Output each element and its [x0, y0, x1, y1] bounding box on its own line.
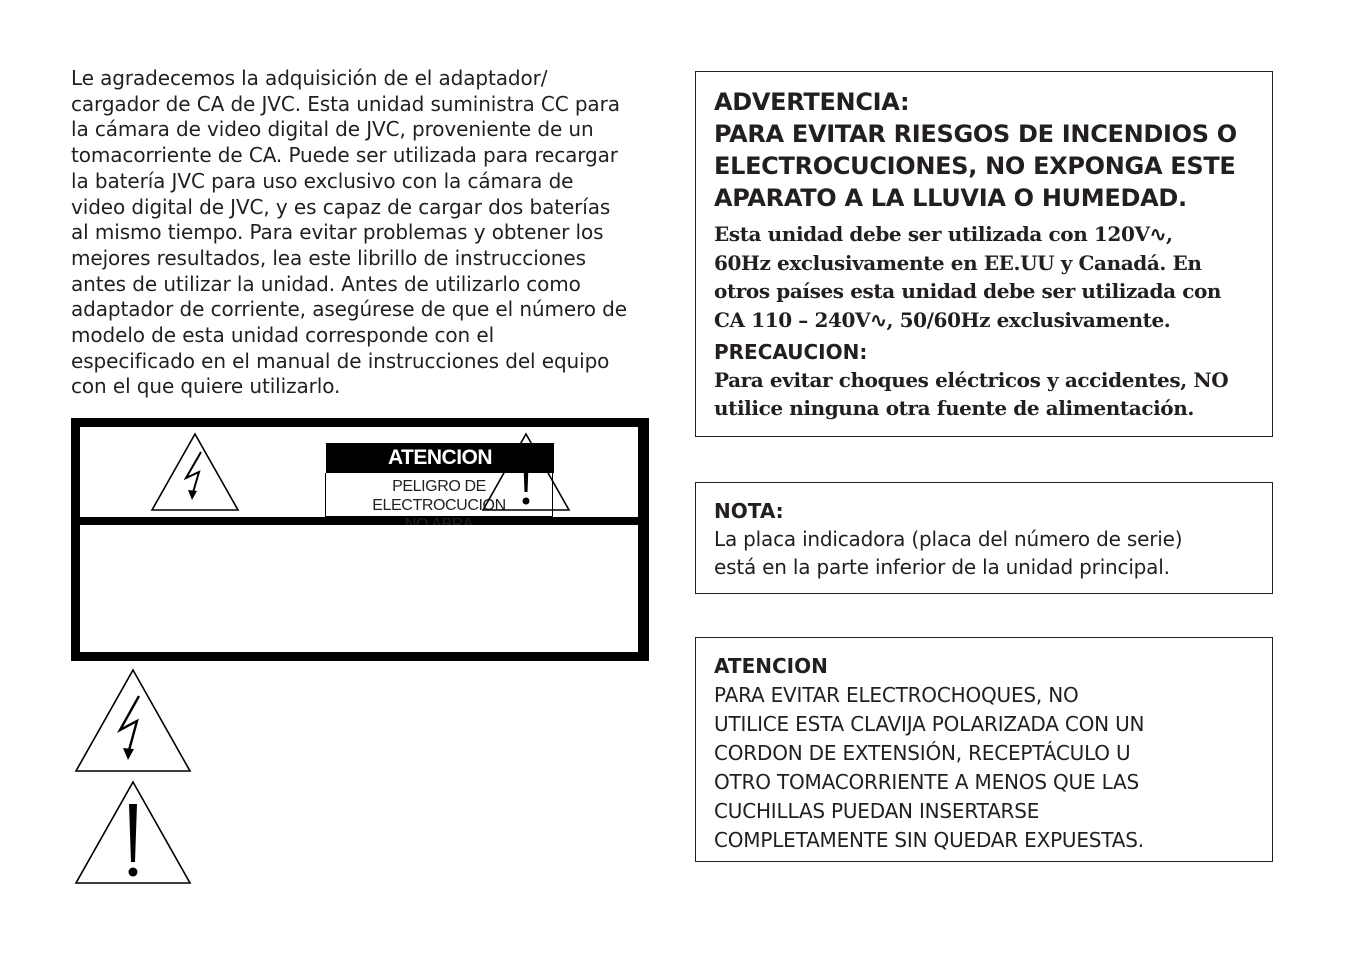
- attention-body-line: COMPLETAMENTE SIN QUEDAR EXPUESTAS.: [714, 828, 1144, 852]
- attention-body-line: PARA EVITAR ELECTROCHOQUES, NO: [714, 683, 1079, 707]
- note-heading: NOTA:: [714, 499, 784, 523]
- attention-body-line: UTILICE ESTA CLAVIJA POLARIZADA CON UN: [714, 712, 1145, 736]
- caution-line-1: PELIGRO DE ELECTROCUCION: [372, 478, 506, 514]
- caution-label-blank: [80, 525, 638, 652]
- warning-body-line: Esta unidad debe ser utilizada con 120V∿,: [714, 222, 1173, 246]
- warning-body: [714, 220, 1254, 334]
- attention-heading: ATENCION: [714, 654, 828, 678]
- warning-heading-line: ADVERTENCIA:: [714, 88, 910, 116]
- lightning-symbol-icon: [74, 668, 192, 773]
- warning-body-line: CA 110 – 240V∿, 50/60Hz exclusivamente.: [714, 307, 1171, 332]
- note-body-line: La placa indicadora (placa del número de serie): [714, 527, 1183, 551]
- warning-heading-line: PARA EVITAR RIESGOS DE INCENDIOS O: [714, 120, 1237, 148]
- caution-title: ATENCION: [326, 443, 554, 473]
- attention-body-line: CUCHILLAS PUEDAN INSERTARSE: [714, 799, 1040, 823]
- precaution-body-line: Para evitar choques eléctricos y accidentes, NO: [714, 368, 1229, 392]
- warning-body-line: otros países esta unidad debe ser utilizada con: [714, 279, 1222, 303]
- attention-box: [695, 637, 1273, 862]
- note-body-line: está en la parte inferior de la unidad principal.: [714, 555, 1170, 579]
- attention-body: [714, 681, 1254, 855]
- note-box: [695, 482, 1273, 594]
- lightning-warning-icon: [150, 432, 240, 512]
- precaution-body-line: utilice ninguna otra fuente de alimentación.: [714, 396, 1194, 420]
- warning-heading-line: ELECTROCUCIONES, NO EXPONGA ESTE: [714, 152, 1236, 180]
- caution-label-top: [80, 427, 638, 517]
- warning-heading-line: APARATO A LA LLUVIA O HUMEDAD.: [714, 184, 1187, 212]
- warning-heading: [714, 86, 1254, 214]
- attention-body-line: OTRO TOMACORRIENTE A MENOS QUE LAS: [714, 770, 1139, 794]
- precaution-body: [714, 366, 1254, 422]
- warning-body-line: 60Hz exclusivamente en EE.UU y Canadá. En: [714, 250, 1202, 275]
- exclamation-warning-icon: [481, 432, 571, 512]
- intro-paragraph: Le agradecemos la adquisición de el adaptador/ cargador de CA de JVC. Esta unidad suministra CC para la cámara de video digital de JVC, proveniente de un tomacorriente de CA. Puede ser utilizada para recargar la batería JVC para uso exclusivo con la cámara de video digital de JVC, y es capaz de cargar dos baterías al mismo tiempo. Para evitar problemas y obtener los mejores resultados, lea este librillo de instrucciones antes de utilizar la unidad. Antes de utilizarlo como adaptador de corriente, asegúrese de que el número de modelo de esta unidad corresponde con el especificado en el manual de instrucciones del equipo con el que quiere utilizarlo.: [71, 66, 627, 399]
- warning-box: [695, 71, 1273, 437]
- note-body: [714, 525, 1254, 581]
- precaution-heading: PRECAUCION:: [714, 340, 868, 364]
- attention-body-line: CORDON DE EXTENSIÓN, RECEPTÁCULO U: [714, 741, 1131, 765]
- caution-label: [71, 418, 649, 661]
- exclamation-symbol-icon: [74, 780, 192, 885]
